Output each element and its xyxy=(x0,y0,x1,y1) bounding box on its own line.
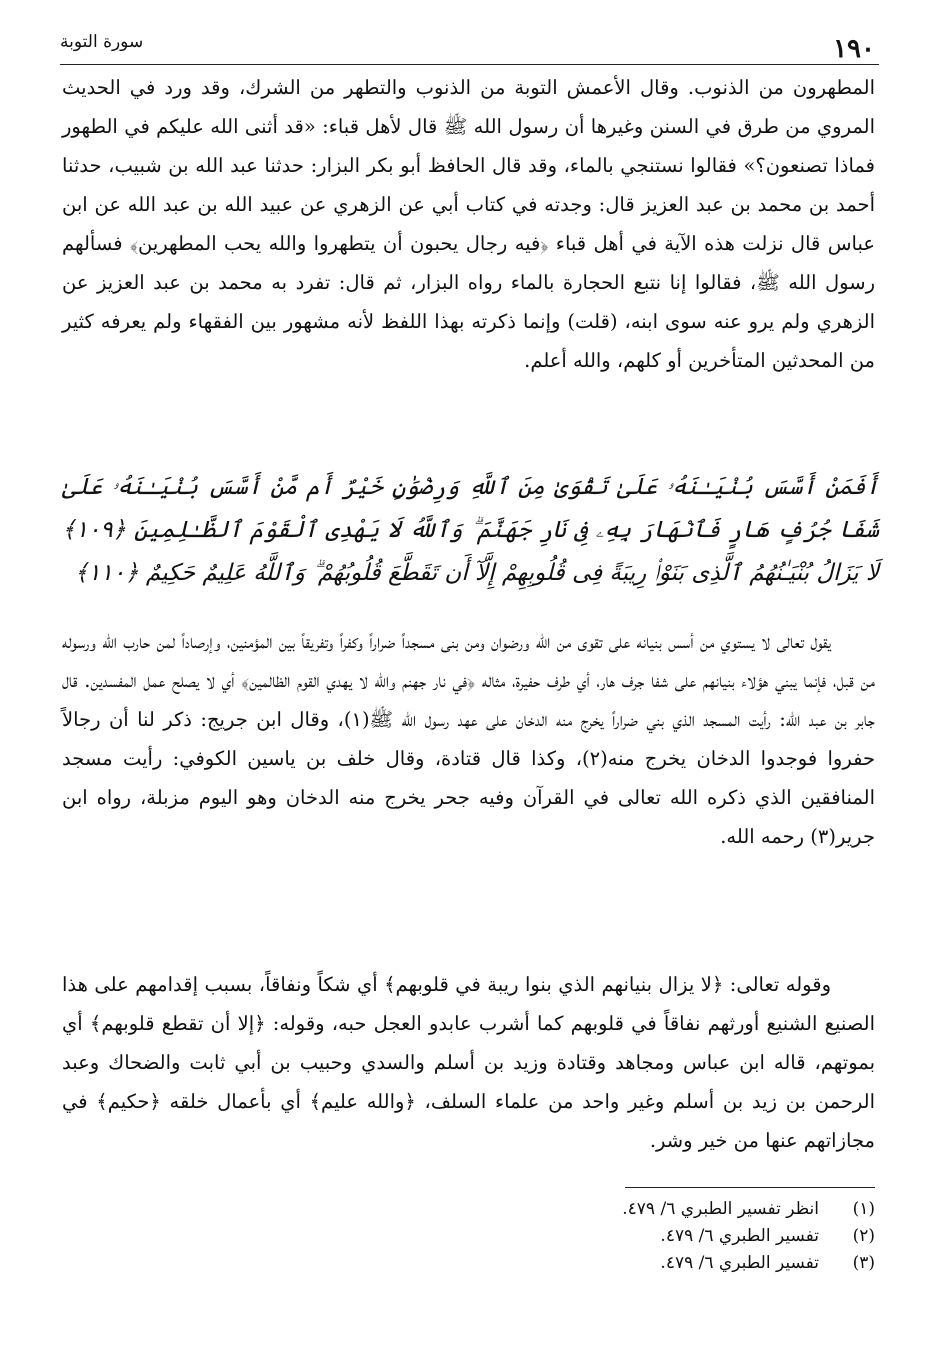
footnote xyxy=(62,1223,875,1250)
quran-verse-text: أَفَمَنْ أَسَّسَ بُنْيَـٰنَهُۥ عَلَىٰ تَقْوَىٰ مِنَ ٱللَّهِ وَرِضْوَٰنٍ خَيْرٌ أَم مَّنْ أَسَّسَ بُنْيَـٰنَهُۥ عَلَىٰ شَفَا جُرُفٍ هَارٍ فَٱنْهَارَ بِهِۦ فِى نَارِ جَهَنَّمَ ۗ وَٱللَّهُ لَا يَهْدِى ٱلْقَوْمَ ٱلظَّـٰلِمِينَ ﴿١٠٩﴾ لَا يَزَالُ بُنْيَـٰنُهُمُ ٱلَّذِى بَنَوْا۟ رِيبَةً فِى قُلُوبِهِمْ إِلَّآ أَن تَقَطَّعَ قُلُوبُهُمْ ۗ وَٱللَّهُ عَلِيمٌ حَكِيمٌ ﴿١١٠﴾ xyxy=(62,474,879,586)
paragraph-text: وقوله تعالى: ﴿لا يزال بنيانهم الذي بنوا ريبة في قلوبهم﴾ أي شكاً ونفاقاً، بسبب إقدامهم على هذا الصنيع الشنيع أورثهم نفاقاً في قلوبهم كما أشرب عابدو العجل حبه، وقوله: ﴿إلا أن تقطع قلوبهم﴾ أي بموتهم، قاله ابن عباس ومجاهد وقتادة وزيد بن أسلم والسدي وحبيب بن أبي ثابت والضحاك وعبد الرحمن بن زيد بن أسلم وغير واحد من علماء السلف، ﴿والله عليم﴾ أي بأعمال خلقه ﴿حكيم﴾ في مجازاتهم عنها من خير وشر. xyxy=(62,973,875,1152)
page-header xyxy=(60,20,875,64)
footnote-number: (٢) xyxy=(852,1226,875,1246)
footnote xyxy=(62,1196,875,1223)
footnote-number: (٣) xyxy=(852,1253,875,1273)
paragraph-text: يقول تعالى لا يستوي من أسس بنيانه على تقوى من الله ورضوان ومن بنى مسجداً ضراراً وكفراً وتفريقاً بين المؤمنين، وإرصاداً لمن حارب الله ورسوله من قبل، فإنما يبني هؤلاء بنيانهم على شفا جرف هار، أي طرف حفيرة، مثاله ﴿في نار جهنم والله لا يهدي القوم الظالمين﴾ أي لا يصلح عمل المفسدين. قال جابر بن عبد الله: رأيت المسجد الذي بني ضراراً يخرج منه الدخان على عهد رسول الله ﷺ(١)، وقال ابن جريج: ذكر لنا أن رجالاً حفروا فوجدوا الدخان يخرج منه(٢)، وكذا قال قتادة، وقال خلف بن ياسين الكوفي: رأيت مسجد المنافقين الذي ذكره الله تعالى في القرآن وفيه جحر يخرج منه الدخان وهو اليوم مزبلة، رواه ابن جرير(٣) رحمه الله. xyxy=(62,630,875,848)
footnote-text: تفسير الطبري ٦/ ٤٧٩. xyxy=(660,1226,819,1246)
footnotes xyxy=(62,1196,875,1277)
tafsir-paragraph-2 xyxy=(62,622,875,856)
footnote-text: انظر تفسير الطبري ٦/ ٤٧٩. xyxy=(622,1199,819,1219)
footnote-number: (١) xyxy=(852,1199,875,1219)
quran-verse-block xyxy=(62,466,879,595)
page-number: ١٩٠ xyxy=(833,34,875,64)
running-title: سورة التوبة xyxy=(60,32,144,52)
paragraph-text: المطهرون من الذنوب. وقال الأعمش التوبة من الذنوب والتطهر من الشرك، وقد ورد في الحديث المروي من طرق في السنن وغيرها أن رسول الله ﷺ قال لأهل قباء: «قد أثنى الله عليكم في الطهور فماذا تصنعون؟» فقالوا نستنجي بالماء، وقد قال الحافظ أبو بكر البزار: حدثنا عبد الله بن شبيب، حدثنا أحمد بن محمد بن عبد العزيز قال: وجدته في كتاب أبي عن الزهري عن عبيد الله بن عبد الله عن ابن عباس قال نزلت هذه الآية في أهل قباء ﴿فيه رجال يحبون أن يتطهروا والله يحب المطهرين﴾ فسألهم رسول الله ﷺ، فقالوا إنا نتبع الحجارة بالماء رواه البزار، ثم قال: تفرد به محمد بن عبد العزيز عن الزهري ولم يرو عنه سوى ابنه، (قلت) وإنما ذكرته بهذا اللفظ لأنه مشهور بين الفقهاء ولم يعرفه كثير من المحدثين المتأخرين أو كلهم، والله أعلم. xyxy=(62,76,875,372)
footnote-divider xyxy=(625,1187,875,1188)
tafsir-paragraph-3 xyxy=(62,965,875,1160)
footnote xyxy=(62,1250,875,1277)
tafsir-paragraph-1 xyxy=(62,68,875,380)
footnote-text: تفسير الطبري ٦/ ٤٧٩. xyxy=(660,1253,819,1273)
header-divider xyxy=(60,64,879,65)
